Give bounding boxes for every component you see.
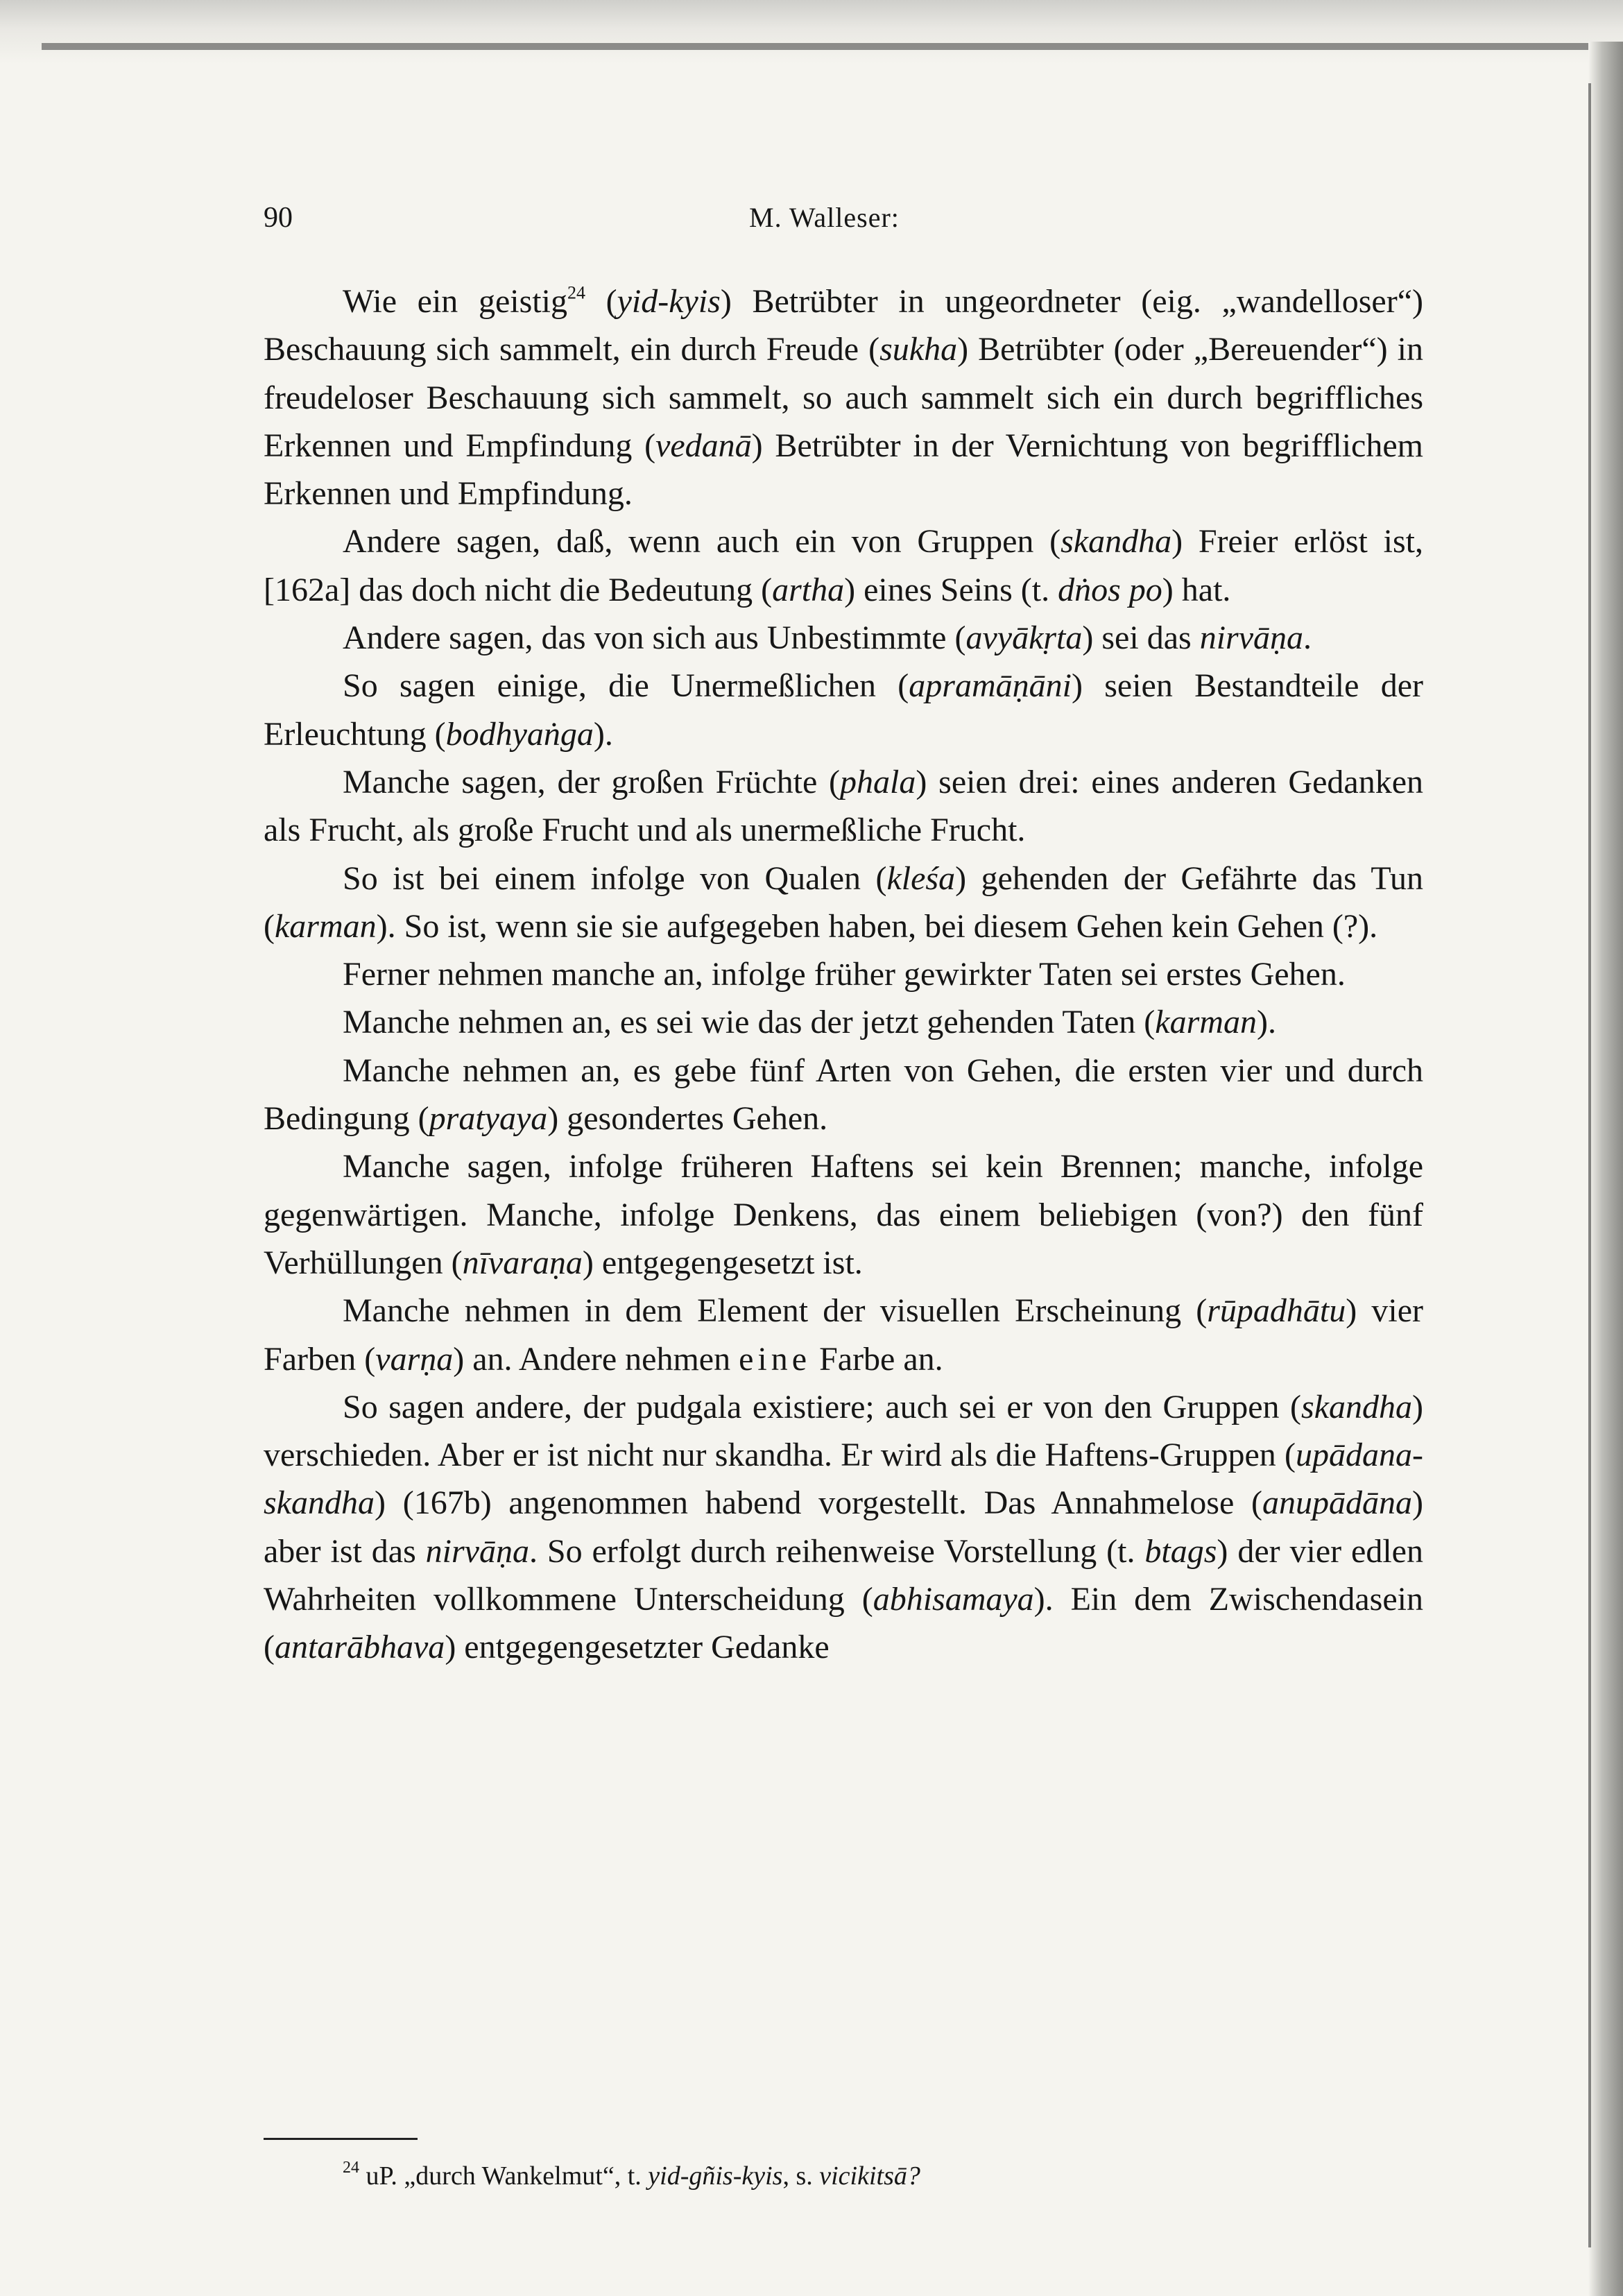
paragraph-9: Manche nehmen an, es gebe fünf Arten von Gehen, die ersten vier und durch Bedingung (pratyaya) gesondertes Gehen. [264,1052,1423,1138]
sanskrit-term: abhisamaya [873,1581,1034,1618]
sanskrit-term: karman [1155,1004,1257,1041]
sanskrit-term: skandha [1301,1388,1413,1425]
sanskrit-term: nirvāṇa [1199,619,1304,657]
sanskrit-term: sukha [879,331,958,368]
footnote-ref: 24 [567,282,585,303]
sanskrit-term: phala [840,763,916,800]
footnote-rule [264,2138,418,2140]
paragraph-10: Manche sagen, infolge früheren Haftens sei kein Brennen; manche, infolge gegenwärtigen. Manche, infolge Denkens, das einem beliebigen (von?) den fünf Verhüllungen (nīvaraṇa) entgegengesetzt ist. [264,1148,1423,1281]
scan-right-shadow [1588,83,1591,2247]
sanskrit-term: kleśa [886,859,956,897]
sanskrit-term: nirvāṇa [425,1532,529,1570]
paragraph-3: Andere sagen, das von sich aus Unbestimmte (avyākṛta) sei das nirvāṇa. [343,619,1312,657]
tibetan-term: btags [1144,1532,1217,1570]
paragraph-2: Andere sagen, daß, wenn auch ein von Gruppen (skandha) Freier erlöst ist, [162a] das doch nicht die Bedeutung (artha) eines Seins (t. dṅos po) hat. [264,523,1423,608]
paragraph-8: Manche nehmen an, es sei wie das der jetzt gehenden Taten (karman). [343,1004,1276,1041]
sanskrit-term: nīvaraṇa [462,1244,583,1281]
sanskrit-term: rūpadhātu [1207,1292,1346,1330]
sanskrit-term: avyākṛta [965,619,1083,657]
sanskrit-term: pratyaya [429,1100,548,1138]
paragraph-1: Wie ein geistig$^{24}$ (yid-kyis) Betrübter in ungeordneter (eig. „wandelloser“) Beschauung sich sammelt, ein durch Freude (sukha) Betrübter (oder „Bereuender“) in freudeloser Beschauung sich sammelt, so auch sammelt sich ein durch begriffliches Erkennen und Empfindung (vedanā) Betrübter in der Vernichtung von begrifflichem Erkennen und Empfindung. [264,282,1424,513]
sanskrit-term: skandha [1060,523,1172,560]
sanskrit-term: upādana-skandha [264,1437,1423,1522]
page-number: 90 [264,202,293,234]
sanskrit-term: artha [772,571,845,608]
sanskrit-term: anupādāna [1262,1484,1413,1522]
paragraph-7: Ferner nehmen manche an, infolge früher gewirkter Taten sei erstes Gehen. [343,956,1346,993]
scan-top-edge [0,0,1623,64]
paragraph-6: So ist bei einem infolge von Qualen (kleśa) gehenden der Gefährte das Tun (karman). So ist, wenn sie sie aufgegeben haben, bei diesem Gehen kein Gehen (?). [264,859,1423,945]
sanskrit-term: karman [274,907,377,945]
running-head [264,201,1429,243]
scan-top-rule [42,43,1588,50]
sanskrit-term: yid-kyis [617,283,721,320]
paragraph-11: Manche nehmen in dem Element der visuellen Erscheinung (rūpadhātu) vier Farben (varṇa) an. Andere nehmen eine Farbe an. [264,1292,1424,1378]
sanskrit-term: vedanā [655,427,752,464]
paragraph-5: Manche sagen, der großen Früchte (phala) seien drei: eines anderen Gedanken als Frucht, als große Frucht und als unermeßliche Frucht. [264,763,1423,849]
tibetan-term: dṅos po [1058,571,1162,608]
footnote-number: 24 [343,2159,359,2177]
sanskrit-term: apramāṇāni [909,667,1072,705]
footnote-24: $^{24}$ uP. „durch Wankelmut“, t. yid-gñis-kyis, s. vicikitsā? [343,2159,920,2191]
scan-right-edge [1588,42,1623,2296]
tibetan-term: yid-gñis-kyis [648,2161,783,2191]
body-text [264,277,1423,1672]
emphasized-word: eine [739,1340,812,1378]
sanskrit-term: antarābhava [274,1629,445,1666]
sanskrit-term: vicikitsā? [819,2161,920,2191]
sanskrit-term: varṇa [375,1340,454,1378]
header-author: M. Walleser: [749,202,900,233]
sanskrit-term: bodhyaṅga [445,715,594,753]
paragraph-4: So sagen einige, die Unermeßlichen (apramāṇāni) seien Bestandteile der Erleuchtung (bodhyaṅga). [264,667,1424,753]
paragraph-12: So sagen andere, der pudgala existiere; auch sei er von den Gruppen (skandha) verschieden. Aber er ist nicht nur skandha. Er wird als die Haftens-Gruppen (upādana-skandha) (167b) angenommen habend vorgestellt. Das Annahmelose (anupādāna) aber ist das nirvāṇa. So erfolgt durch reihenweise Vorstellung (t. btags) der vier edlen Wahrheiten vollkommene Unterscheidung (abhisamaya). Ein dem Zwischendasein (antarābhava) entgegengesetzter Gedanke [264,1388,1423,1666]
